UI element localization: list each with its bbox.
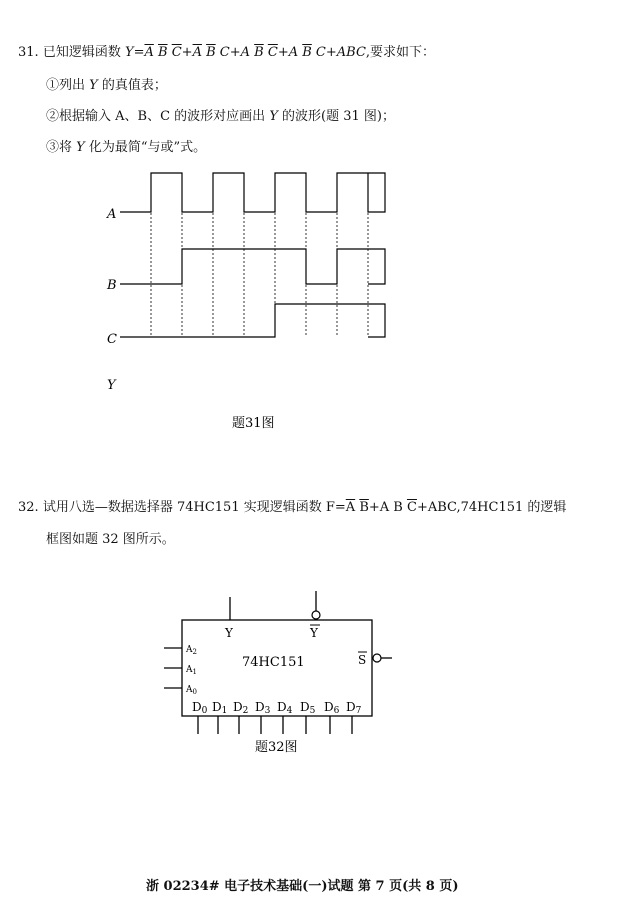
q32-line2: 框图如题 32 图所示。 (46, 532, 175, 547)
q31-item-2-text-end: 的波形(题 31 图)； (277, 109, 395, 124)
q31-item-3-text: 将 (59, 140, 77, 155)
data-pin-label: D5 (300, 700, 316, 716)
q31-item-1 (46, 74, 167, 93)
address-pin-label: $A_1$ (186, 665, 197, 676)
q31-item-2 (46, 105, 395, 124)
timing-gridlines (151, 173, 368, 337)
data-pin-label: D6 (324, 700, 340, 716)
page-footer: 浙 02234# 电子技术基础(一)试题 第 7 页(共 8 页) (146, 879, 459, 894)
q31-item-3-mark: ③ (46, 140, 60, 155)
waveform-c (120, 304, 385, 337)
q31-item-1-mark: ① (46, 78, 60, 93)
mux-block-diagram (0, 580, 626, 760)
q31-item-3-text-end: 化为最简“与或”式。 (84, 140, 207, 155)
chip-name: 74HC151 (242, 655, 305, 670)
q31-function: $\overline{A}$ $\overline{B}$ $\overline{C}+\overline{A}$ $\overline{B}$ C+A $\overline{B}$ $\overline{C}+A$ $\overline{B}$ C+ABC (144, 45, 366, 60)
q32-statement (18, 496, 566, 515)
data-pin-label: D3 (255, 700, 271, 716)
q31-statement (18, 41, 435, 60)
q31-func-lhs: Y= (124, 45, 145, 60)
data-pins (192, 700, 362, 734)
q31-item-3 (46, 136, 206, 155)
q31-item-1-text: 列出 (59, 78, 90, 93)
address-pin-label: $A_0$ (186, 685, 197, 696)
q31-item-1-text-end: 的真值表； (97, 78, 167, 93)
sbar-label: S (358, 653, 367, 667)
data-pin-label: D0 (192, 700, 208, 716)
figure-32-caption: 题32图 (255, 740, 298, 755)
data-pin-label: D1 (212, 700, 228, 716)
q32-line1-end: ,74HC151 的逻辑 (456, 500, 567, 515)
ybar-output-label: Y (310, 626, 318, 640)
ybar-bubble (312, 611, 320, 619)
q31-item-1-var: Y (89, 78, 98, 93)
q31-item-2-var: Y (269, 109, 278, 124)
q31-item-2-mark: ② (46, 109, 60, 124)
label-c: C (107, 332, 117, 347)
q31-item-3-var: Y (76, 140, 85, 155)
figure-31-caption: 题31图 (232, 416, 275, 431)
waveform-b (120, 249, 385, 284)
label-a: A (107, 207, 117, 222)
q31-number: 31. (18, 45, 39, 60)
waveform-a (120, 173, 385, 212)
address-pin-label: $A_2$ (186, 645, 197, 656)
data-pin-label: D7 (346, 700, 362, 716)
address-pins (164, 645, 197, 696)
label-y: Y (107, 378, 116, 393)
q31-item-2-text: 根据输入 A、B、C 的波形对应画出 (59, 109, 270, 124)
q31-intro: 已知逻辑函数 (42, 45, 121, 60)
label-b: B (107, 278, 117, 293)
y-output-label: Y (225, 626, 233, 640)
q32-function: $\overline{A}$ $\overline{B}+A$ B $\overline{C}+ABC$ (345, 500, 457, 515)
q32-line1: 试用八选—数据选择器 74HC151 实现逻辑函数 F= (42, 500, 346, 515)
sbar-bubble (373, 654, 381, 662)
data-pin-label: D4 (277, 700, 293, 716)
q32-number: 32. (18, 500, 39, 515)
q31-suffix: ,要求如下： (365, 45, 436, 60)
timing-diagram (0, 160, 626, 440)
data-pin-label: D2 (233, 700, 249, 716)
